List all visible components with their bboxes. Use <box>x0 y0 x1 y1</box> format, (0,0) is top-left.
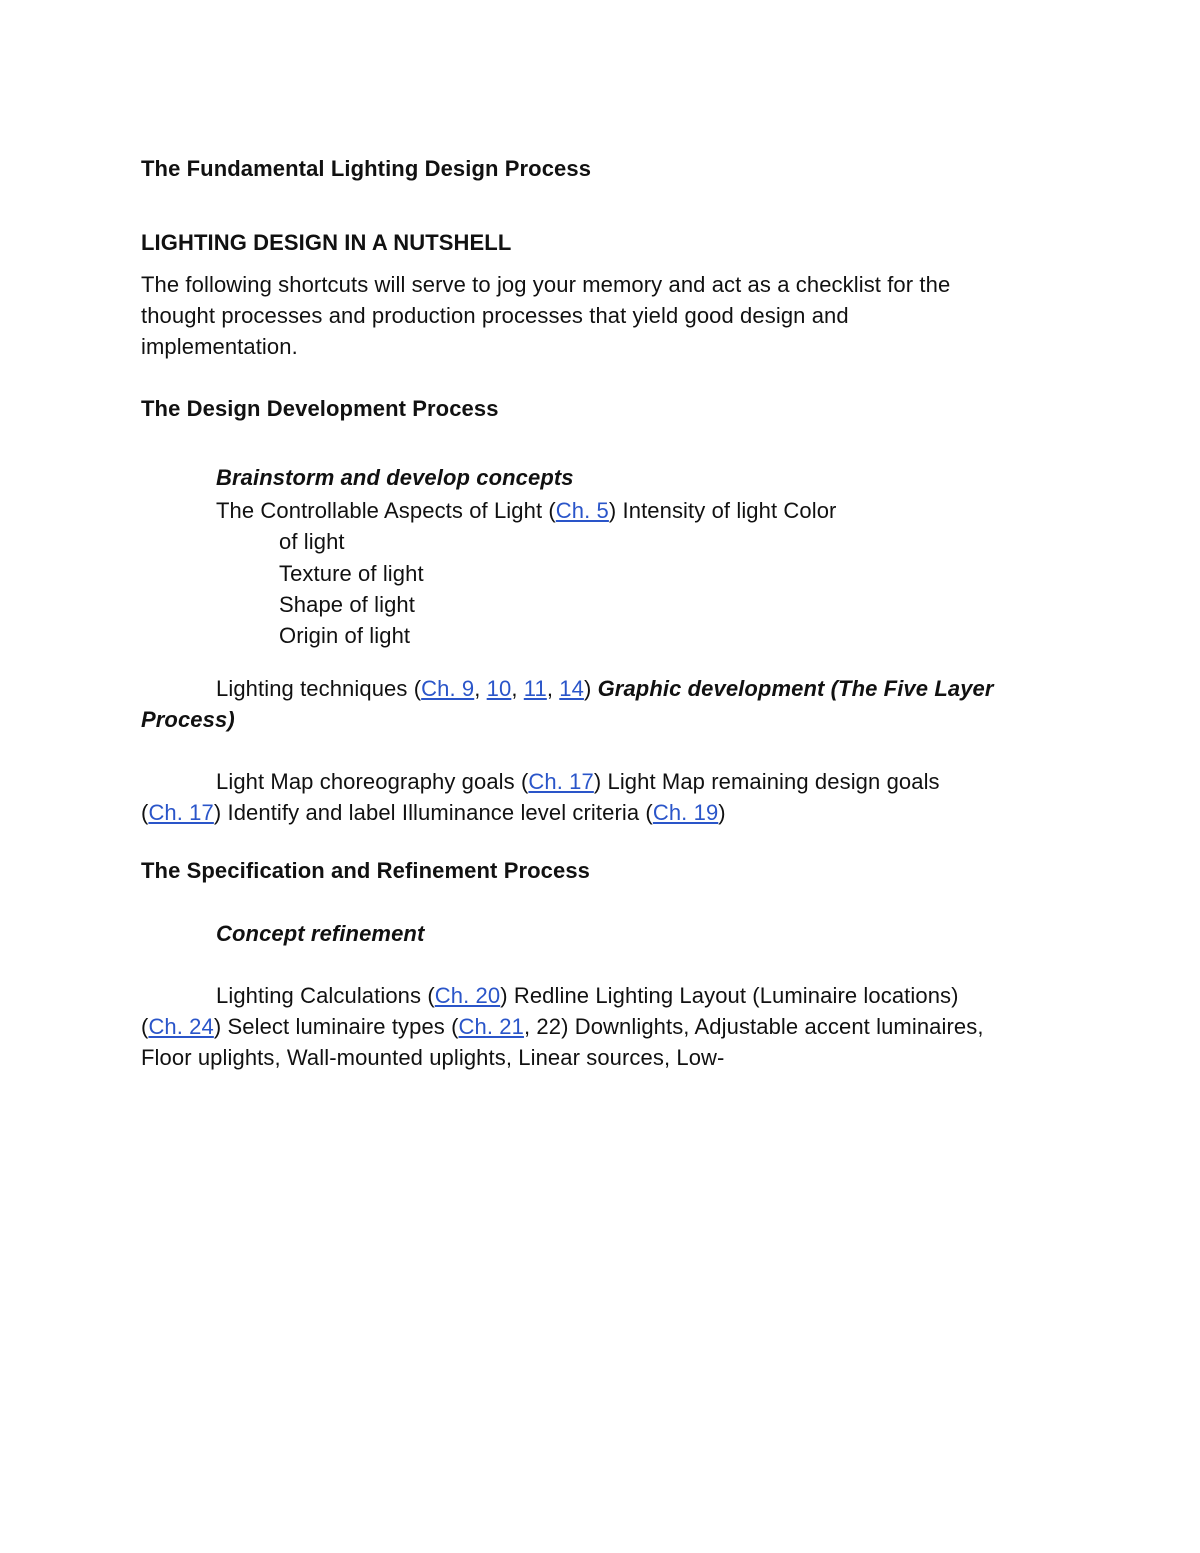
link-ch-5[interactable]: Ch. 5 <box>555 498 609 523</box>
sep-2: , <box>511 676 524 701</box>
controllable-aspects-line <box>216 497 836 525</box>
lighting-calculations-line <box>216 982 959 1010</box>
illum-text-mid: ) Identify and label Illuminance level criteria ( <box>213 800 653 825</box>
select-text-post: , 22) Downlights, Adjustable accent luminaires, <box>523 1014 984 1039</box>
link-ch-20[interactable]: Ch. 20 <box>434 983 501 1008</box>
specification-heading: The Specification and Refinement Process <box>141 858 591 883</box>
document-title: The Fundamental Lighting Design Process <box>141 156 592 181</box>
intro-line-2: thought processes and production processes that yield good design and <box>141 303 849 328</box>
select-text-mid: ) Select luminaire types ( <box>213 1014 459 1039</box>
illuminance-line <box>141 799 726 827</box>
link-ch-11[interactable]: 11 <box>523 676 547 701</box>
close-paren: ) <box>583 676 598 701</box>
link-ch-9[interactable]: Ch. 9 <box>421 676 475 701</box>
concept-refinement-subheading: Concept refinement <box>216 921 425 946</box>
lightmap-text-pre: Light Map choreography goals ( <box>216 769 529 794</box>
open-paren-2: ( <box>141 1014 149 1039</box>
aspect-origin: Origin of light <box>279 623 411 648</box>
link-ch-17-second[interactable]: Ch. 17 <box>148 800 214 825</box>
aspect-texture: Texture of light <box>279 561 424 586</box>
link-ch-21[interactable]: Ch. 21 <box>458 1014 524 1039</box>
open-paren: ( <box>141 800 149 825</box>
end-paren: ) <box>718 800 726 825</box>
link-ch-10[interactable]: 10 <box>486 676 512 701</box>
graphic-development-continued: Process) <box>141 707 235 732</box>
link-ch-19[interactable]: Ch. 19 <box>652 800 719 825</box>
calc-text-post: ) Redline Lighting Layout (Luminaire locations) <box>500 983 959 1008</box>
aspect-of-light: of light <box>279 529 345 554</box>
brainstorm-subheading: Brainstorm and develop concepts <box>216 465 574 490</box>
sep-1: , <box>474 676 487 701</box>
aspect-shape: Shape of light <box>279 592 415 617</box>
link-ch-17[interactable]: Ch. 17 <box>528 769 594 794</box>
calc-text-pre: Lighting Calculations ( <box>216 983 435 1008</box>
techniques-text-pre: Lighting techniques ( <box>216 676 422 701</box>
intro-line-1: The following shortcuts will serve to jog your memory and act as a checklist for the <box>141 272 951 297</box>
intro-line-3: implementation. <box>141 334 298 359</box>
light-map-line <box>216 768 940 796</box>
aspects-text-post: ) Intensity of light Color <box>608 498 837 523</box>
design-development-heading: The Design Development Process <box>141 396 499 421</box>
lightmap-text-mid: ) Light Map remaining design goals <box>593 769 940 794</box>
aspects-text-pre: The Controllable Aspects of Light ( <box>216 498 556 523</box>
link-ch-24[interactable]: Ch. 24 <box>148 1014 214 1039</box>
select-luminaire-line <box>141 1013 984 1041</box>
sep-3: , <box>546 676 560 701</box>
nutshell-heading: LIGHTING DESIGN IN A NUTSHELL <box>141 230 512 255</box>
luminaire-list-line: Floor uplights, Wall-mounted uplights, Linear sources, Low- <box>141 1045 725 1070</box>
graphic-development-subheading: Graphic development (The Five Layer <box>597 676 994 701</box>
link-ch-14[interactable]: 14 <box>559 676 584 701</box>
lighting-techniques-line <box>216 675 994 703</box>
